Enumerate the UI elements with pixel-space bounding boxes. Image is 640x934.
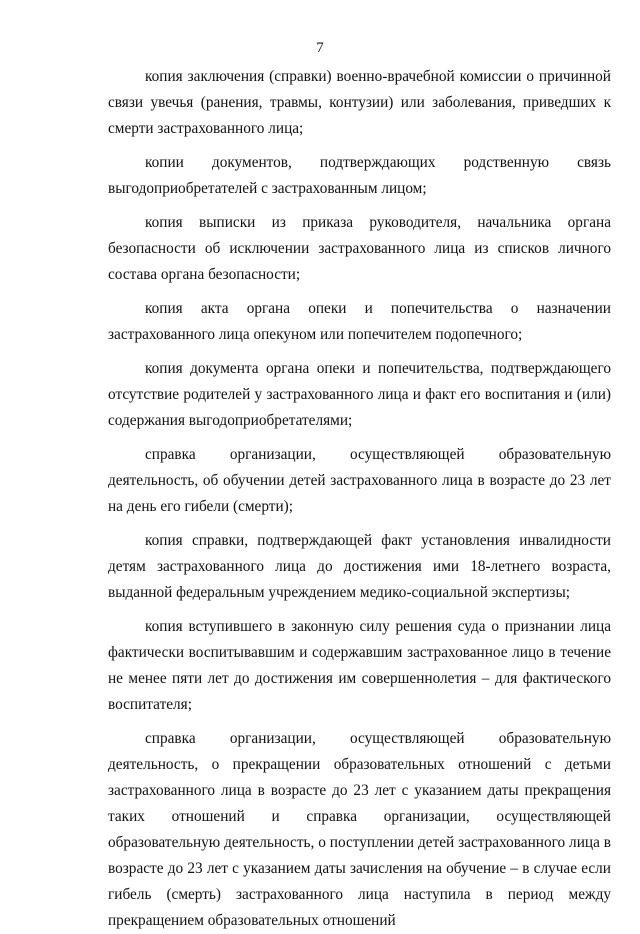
- paragraph-7: копия справки, подтверждающей факт установления инвалидности детям застрахованного лица до достижения ими 18-летнего возраста, выданной федеральным учреждением медико-социальной экспертизы;: [108, 532, 611, 601]
- paragraph-6: справка организации, осуществляющей образовательную деятельность, об обучении детей застрахованного лица в возрасте до 23 лет на день его гибели (смерти);: [108, 446, 611, 515]
- paragraph-3: копия выписки из приказа руководителя, начальника органа безопасности об исключении застрахованного лица из списков личного состава органа безопасности;: [108, 214, 611, 283]
- paragraph-8: копия вступившего в законную силу решения суда о признании лица фактически воспитывавшим и содержавшим застрахованное лицо в течение не менее пяти лет до достижения им совершеннолетия – для фактического воспитателя;: [108, 618, 611, 713]
- paragraph-2: копии документов, подтверждающих родственную связь выгодоприобретателей с застрахованным лицом;: [108, 154, 611, 197]
- document-body: [108, 64, 611, 934]
- paragraph-9: справка организации, осуществляющей образовательную деятельность, о прекращении образовательных отношений с детьми застрахованного лица в возрасте до 23 лет с указанием даты прекращения таких отношений и справка организации, осуществляющей образовательную деятельность, о поступлении детей застрахованного лица в возрасте до 23 лет с указанием даты зачисления на обучение – в случае если гибель (смерть) застрахованного лица наступила в период между прекращением образовательных отношений: [108, 730, 611, 929]
- paragraph-5: копия документа органа опеки и попечительства, подтверждающего отсутствие родителей у застрахованного лица и факт его воспитания и (или) содержания выгодоприобретателями;: [108, 360, 611, 429]
- page-number: 7: [316, 40, 324, 56]
- paragraph-4: копия акта органа опеки и попечительства о назначении застрахованного лица опекуном или попечителем подопечного;: [108, 300, 611, 343]
- paragraph-1: копия заключения (справки) военно-врачебной комиссии о причинной связи увечья (ранения, травмы, контузии) или заболевания, приведших к смерти застрахованного лица;: [108, 68, 611, 137]
